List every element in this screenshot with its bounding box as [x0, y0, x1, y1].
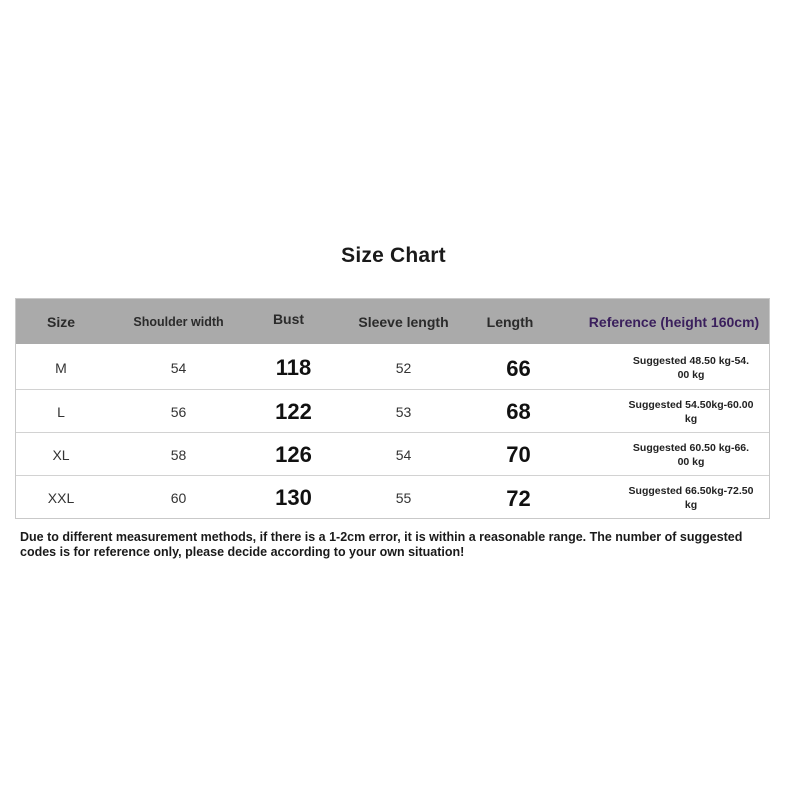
sleeve-cell: 53: [395, 403, 412, 420]
table-row: [16, 346, 769, 389]
page-title: Size Chart: [341, 244, 446, 267]
shoulder-cell: 60: [170, 489, 187, 506]
column-header-reference: Reference (height 160cm): [588, 313, 760, 330]
table-row: [16, 432, 769, 476]
reference-cell: Suggested 48.50 kg-54. 00 kg: [632, 354, 750, 381]
length-cell: 68: [506, 398, 531, 424]
table-row: [16, 475, 769, 519]
table-row: [16, 389, 769, 433]
reference-cell: Suggested 54.50kg-60.00 kg: [628, 398, 754, 425]
sleeve-cell: 54: [395, 446, 412, 463]
sleeve-cell: 55: [395, 489, 412, 506]
column-header-sleeve-length: Sleeve length: [358, 313, 449, 330]
measurement-note: Due to different measurement methods, if there is a 1-2cm error, it is within a reasonable range. The number of suggested codes is for reference only, please decide according to your own situation!: [20, 530, 743, 559]
bust-cell: 118: [275, 354, 312, 380]
shoulder-cell: 54: [170, 359, 187, 376]
bust-cell: 122: [275, 398, 312, 424]
bust-cell: 130: [275, 484, 312, 510]
length-cell: 72: [506, 485, 531, 511]
shoulder-cell: 56: [170, 403, 187, 420]
column-header-shoulder-width: Shoulder width: [133, 314, 224, 329]
reference-cell: Suggested 60.50 kg-66. 00 kg: [632, 441, 750, 468]
shoulder-cell: 58: [170, 446, 187, 463]
length-cell: 66: [506, 355, 531, 381]
bust-cell: 126: [275, 441, 312, 467]
size-cell: XL: [52, 446, 70, 463]
table-header-row: [16, 299, 769, 344]
column-header-bust: Bust: [272, 311, 305, 327]
size-cell: XXL: [47, 489, 75, 506]
reference-cell: Suggested 66.50kg-72.50 kg: [628, 484, 754, 511]
column-header-size: Size: [46, 313, 75, 330]
size-cell: L: [57, 403, 65, 420]
sleeve-cell: 52: [395, 359, 412, 376]
length-cell: 70: [506, 441, 531, 467]
size-cell: M: [55, 359, 67, 376]
size-table: [15, 298, 770, 519]
column-header-length: Length: [486, 313, 534, 330]
